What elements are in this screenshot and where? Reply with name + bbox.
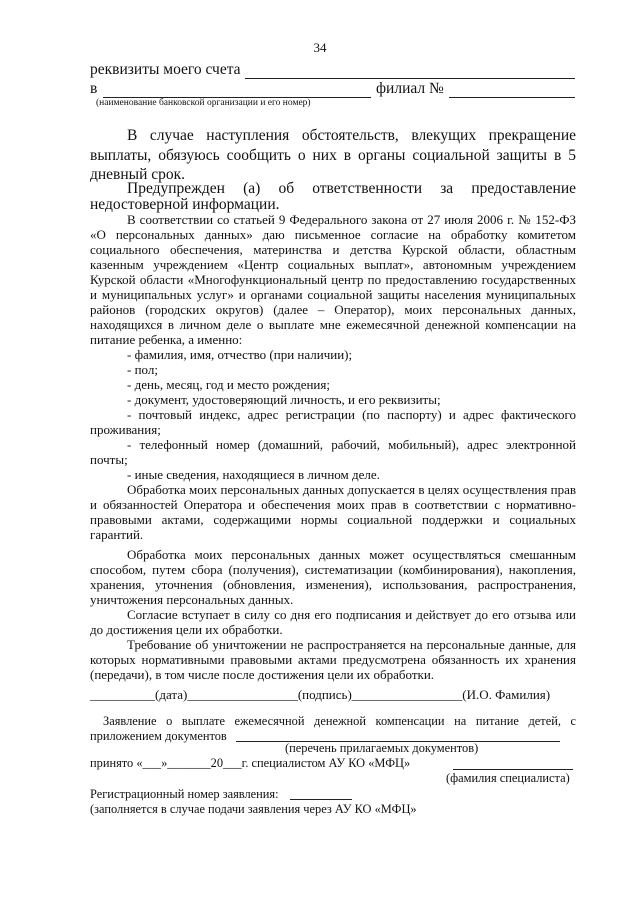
text-line: Курской области «Многофункциональный центр по предоставлению государственных — [90, 272, 576, 287]
documents-label: приложением документов — [90, 729, 227, 743]
text-line: социального обеспечения, материнства и детства Курской области, областным — [90, 242, 576, 257]
text-line: выплаты, обязуюсь сообщить о них в органы социальной защиты в 5 — [90, 147, 576, 164]
text-line: дневный срок. — [90, 166, 186, 183]
specialist-caption: (фамилия специалиста) — [446, 771, 570, 785]
accepted-line[interactable]: принято «___»_______20___г. специалистом АУ КО «МФЦ» — [90, 756, 411, 770]
text-line: казенным учреждением «Центр социальных выплат», автономным учреждением — [90, 257, 576, 272]
list-item: - фамилия, имя, отчество (при наличии); — [127, 347, 353, 362]
reg-number-label: Регистрационный номер заявления: — [90, 787, 279, 801]
text-line: и муниципальных услуг» и органами социальной защиты населения муниципальных — [90, 287, 576, 302]
bank-caption: (наименование банковской организации и его номер) — [96, 98, 311, 108]
text-line: питание ребенка, а именно: — [90, 332, 243, 347]
page-number: 34 — [313, 40, 327, 55]
text-line: Обработка моих персональных данных допускается в целях осуществления прав — [127, 482, 576, 497]
text-line: (передачи), в том числе после достижения цели их обработки. — [90, 667, 435, 682]
text-line: Согласие вступает в силу со дня его подписания и действует до его отзыва или — [127, 607, 576, 622]
reg-number-field[interactable] — [290, 799, 352, 800]
list-item: почты; — [90, 452, 128, 467]
branch-label: филиал № — [376, 80, 444, 97]
list-item: проживания; — [90, 422, 161, 437]
signature-line[interactable]: __________(дата)_________________(подпись)_________________(И.О. Фамилия) — [90, 687, 551, 702]
text-line: хранения, уточнения (обновления, изменения), использования, распространения, — [90, 577, 576, 592]
text-line: В соответствии со статьей 9 Федерального закона от 27 июля 2006 г. № 152-ФЗ — [127, 212, 576, 227]
text-line: правовыми актами, содержащими нормы социальной поддержки и социальных — [90, 512, 576, 527]
mfc-note: (заполняется в случае подачи заявления через АУ КО «МФЦ» — [90, 802, 417, 816]
list-item: - день, месяц, год и место рождения; — [127, 377, 330, 392]
text-line: которых нормативными правовыми актами предусмотрена обязанность их хранения — [90, 652, 576, 667]
list-item: - телефонный номер (домашний, рабочий, мобильный), адрес электронной — [127, 437, 576, 452]
text-line: и обязанностей Оператора и обеспечения моих прав в соответствии с нормативно- — [90, 497, 576, 512]
list-item: - иные сведения, находящиеся в личном деле. — [127, 467, 380, 482]
text-line: до достижения цели их обработки. — [90, 622, 283, 637]
branch-number-field[interactable] — [449, 97, 575, 98]
account-label: реквизиты моего счета — [90, 61, 241, 78]
text-line: недостоверной информации. — [90, 196, 280, 213]
account-number-field[interactable] — [245, 78, 575, 79]
text-line: В случае наступления обстоятельств, влекущих прекращение — [127, 127, 576, 144]
documents-caption: (перечень прилагаемых документов) — [285, 741, 479, 755]
text-line: способом, путем сбора (получения), систематизации (комбинирования), накопления, — [90, 562, 576, 577]
text-line: гарантий. — [90, 527, 144, 542]
text-line: Обработка моих персональных данных может осуществляться смешанным — [127, 547, 576, 562]
specialist-field[interactable] — [453, 769, 573, 770]
text-line: районов (городских округов) (далее – Оператор), моих персональных данных, — [90, 302, 576, 317]
text-line: уничтожения персональных данных. — [90, 592, 294, 607]
text-line: «О персональных данных» даю письменное согласие на обработку комитетом — [90, 227, 576, 242]
list-item: - документ, удостоверяющий личность, и его реквизиты; — [127, 392, 441, 407]
application-line: Заявление о выплате ежемесячной денежной компенсации на питание детей, с — [103, 714, 576, 728]
bank-prefix: в — [90, 80, 98, 97]
list-item: - почтовый индекс, адрес регистрации (по паспорту) и адрес фактического — [127, 407, 576, 422]
text-line: Предупрежден (а) об ответственности за предоставление — [127, 180, 576, 197]
text-line: находящихся в личном деле о выплате мне ежемесячной денежной компенсации на — [90, 317, 576, 332]
text-line: Требование об уничтожении не распространяется на персональные данные, для — [127, 637, 576, 652]
list-item: - пол; — [127, 362, 158, 377]
